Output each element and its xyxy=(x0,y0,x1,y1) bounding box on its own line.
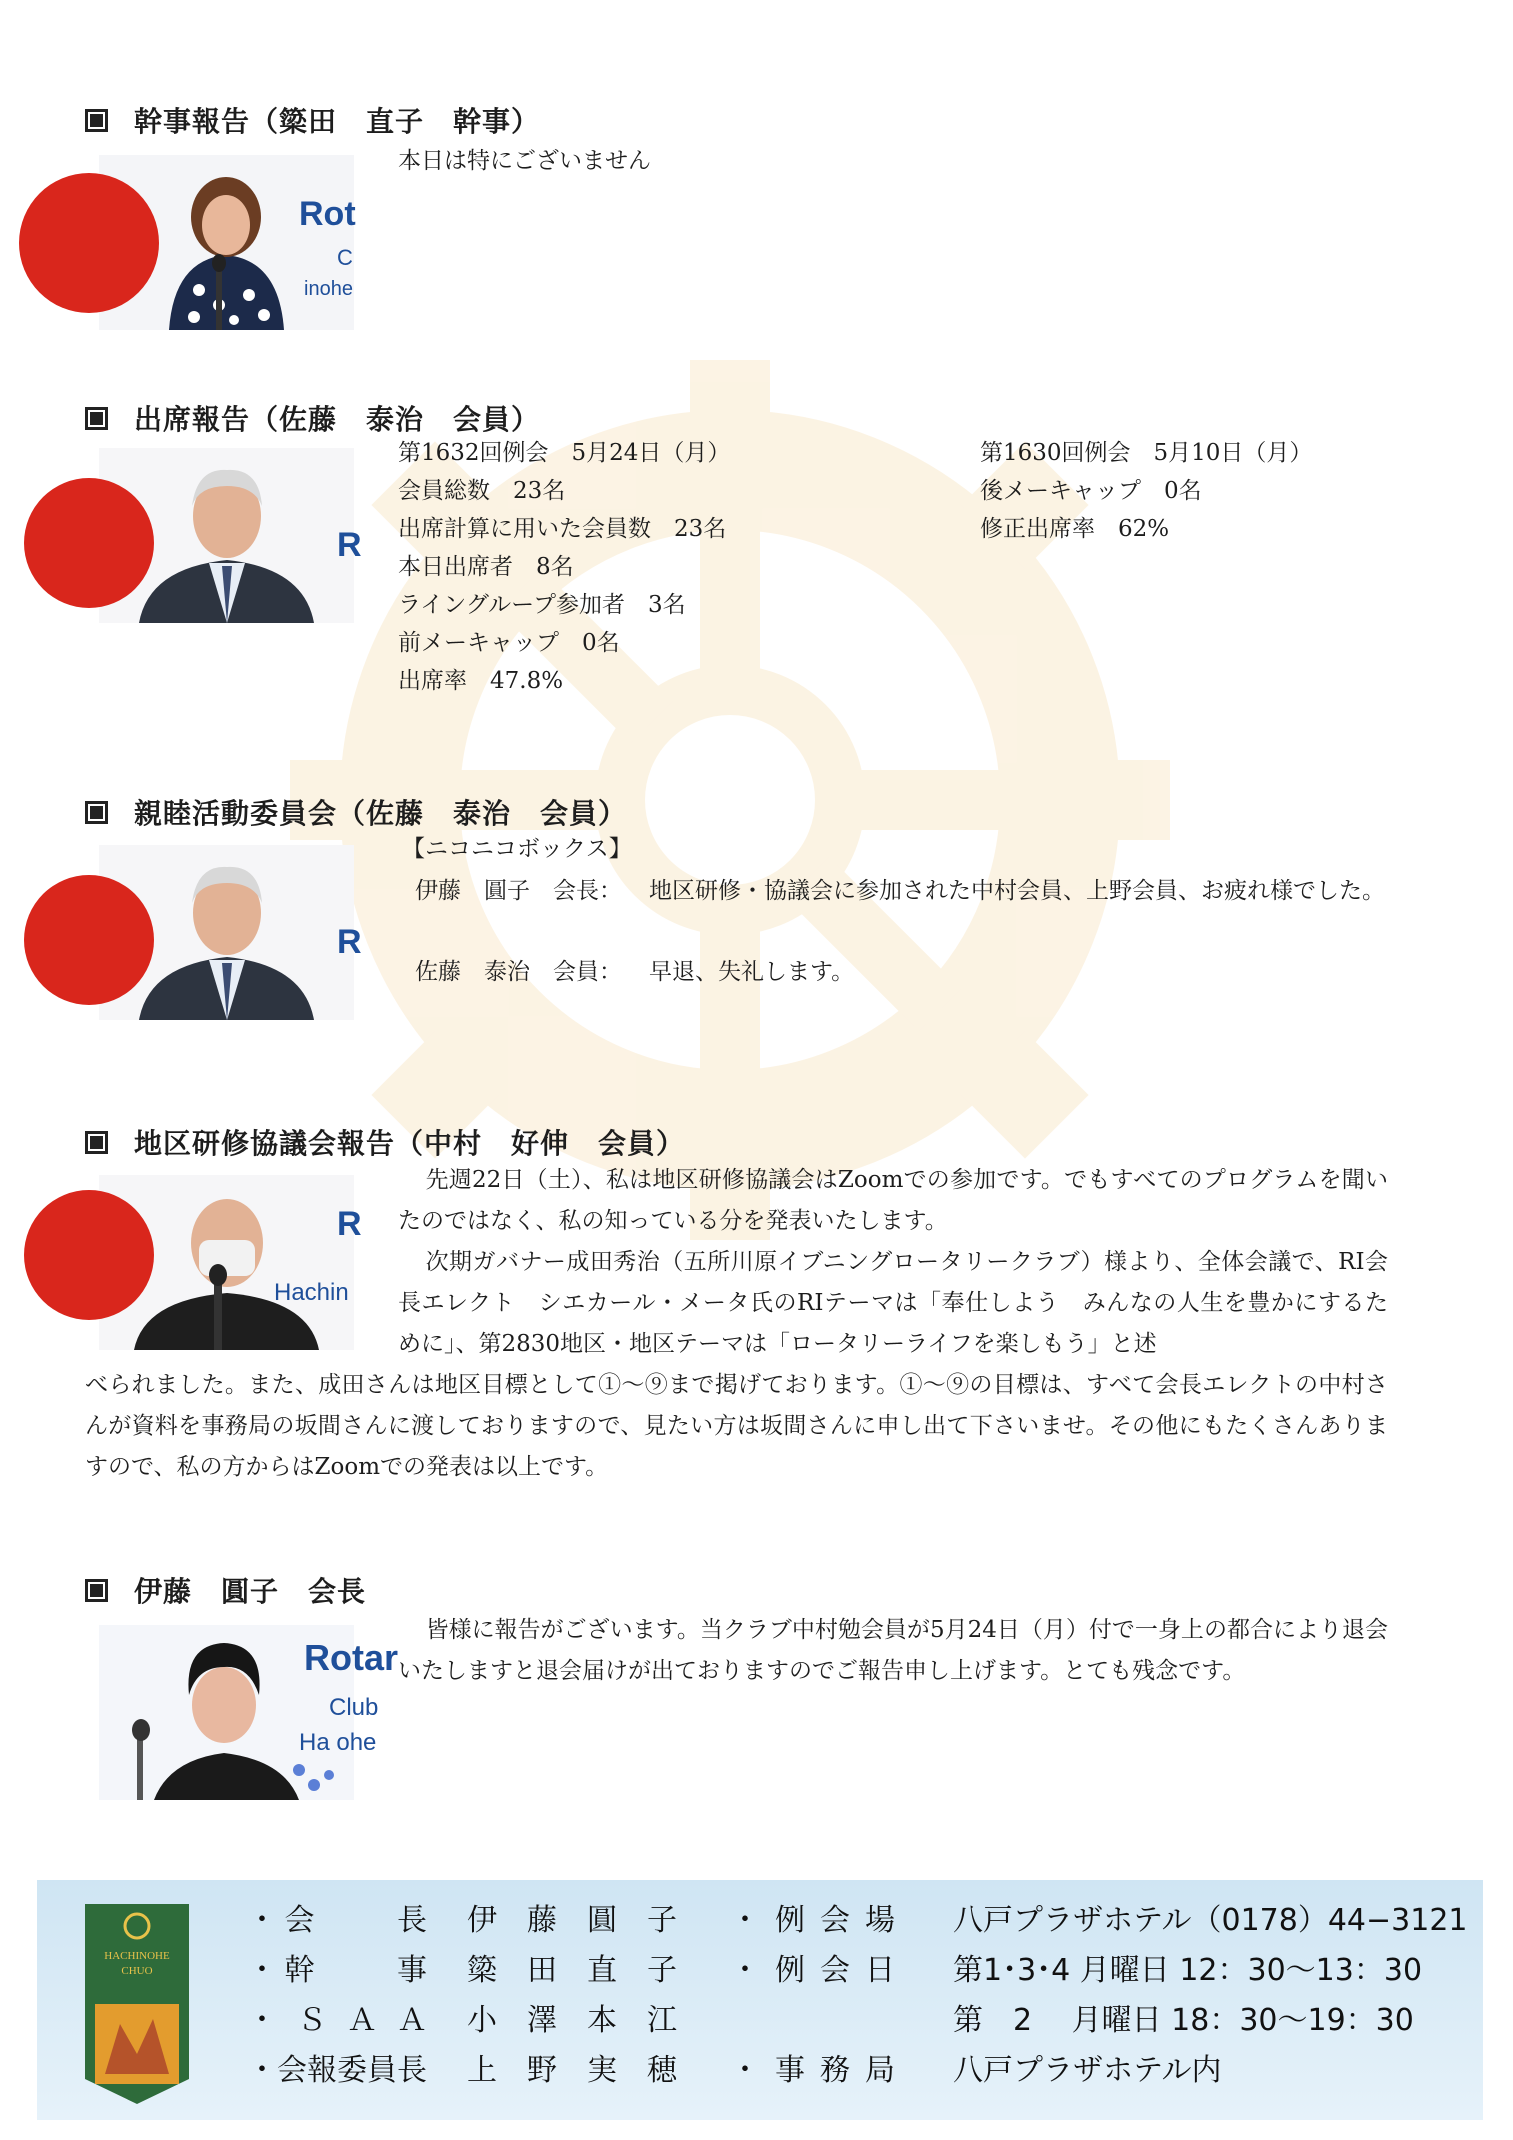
president-heading xyxy=(85,1570,366,1610)
role-name: 伊藤圓子 xyxy=(467,1903,677,1938)
attendance-line: ライングループ参加者 3名 xyxy=(398,592,686,618)
info-value: 八戸プラザホテル（0178）44−3121 xyxy=(953,1903,1468,1938)
role-name: 小澤本江 xyxy=(467,2003,677,2038)
attendance-line: 本日出席者 8名 xyxy=(398,554,574,580)
svg-text:inohe: inohe xyxy=(304,278,353,300)
niconico-entry-name: 佐藤 泰治 会員： xyxy=(415,959,622,985)
attendance-line: 前メーキャップ 0名 xyxy=(398,630,620,656)
info-label: ・例会場 xyxy=(730,1903,895,1938)
svg-text:Ha ohe: Ha ohe xyxy=(299,1729,377,1756)
attendance-line: 会員総数 23名 xyxy=(398,478,566,504)
square-bullet-icon xyxy=(85,1579,108,1602)
info-value: 八戸プラザホテル内 xyxy=(953,2053,1222,2088)
svg-text:Club: Club xyxy=(329,1694,379,1721)
info-row xyxy=(730,1946,1468,1996)
role-name: 簗田直子 xyxy=(467,1953,677,1988)
fellowship-heading-text: 親睦活動委員会（佐藤 泰治 会員） xyxy=(134,797,628,830)
role-row xyxy=(247,2046,677,2096)
attendance-line: 第1632回例会 5月24日（月） xyxy=(398,440,731,466)
niconico-entry-text: 早退、失礼します。 xyxy=(649,959,855,985)
role-row xyxy=(247,1996,677,2046)
district-paragraph-2b: べられました。また、成田さんは地区目標として①～⑨まで掲げております。①～⑨の目標は、すべて会長エレクトの中村さんが資料を事務局の坂間さんに渡しておりますので、見たい方は坂間さんに申し出て下さいませ。その他にもたくさんありますので、私の方からはZoomでの発表は以上です。 xyxy=(85,1372,1388,1480)
svg-text:Hachin: Hachin xyxy=(274,1279,349,1306)
info-label: ・事務局 xyxy=(730,2053,895,2088)
role-label: ・ＳＡＡ xyxy=(247,2003,427,2038)
niconico-entry-text: 地区研修・協議会に参加された中村会員、上野会員、お疲れ様でした。 xyxy=(649,878,1385,904)
footer-info xyxy=(730,1896,1468,2096)
secretary-heading xyxy=(85,100,540,140)
attendance-line: 修正出席率 62% xyxy=(980,516,1170,542)
president-photo xyxy=(99,1625,399,1800)
fellowship-photo xyxy=(99,845,362,1020)
attendance-line: 第1630回例会 5月10日（月） xyxy=(980,440,1313,466)
district-heading xyxy=(85,1122,685,1162)
attendance-heading xyxy=(85,398,540,438)
district-paragraph-2a: 次期ガバナー成田秀治（五所川原イブニングロータリークラブ）様より、全体会議で、RI会長エレクト シエカール・メータ氏のRIテーマは「奉仕しよう みんなの人生を豊かにするために」、第2830地区・地区テーマは「ロータリーライフを楽しもう」と述 xyxy=(398,1249,1388,1357)
info-row xyxy=(730,1896,1468,1946)
role-name: 上野実穂 xyxy=(467,2053,677,2088)
president-body: 皆様に報告がございます。当クラブ中村勉会員が5月24日（月）付で一身上の都合により退会いたしますと退会届けが出ておりますのでご報告申し上げます。とても残念です。 xyxy=(398,1617,1388,1684)
role-label: ・会報委員長 xyxy=(247,2053,427,2088)
info-row xyxy=(730,2046,1468,2096)
svg-text:R: R xyxy=(337,923,362,961)
svg-text:CHUO: CHUO xyxy=(121,1965,153,1977)
niconico-entry xyxy=(415,872,1389,910)
secretary-body: 本日は特にございません xyxy=(398,148,651,174)
role-label: ・会 長 xyxy=(247,1903,427,1938)
info-label: ・例会日 xyxy=(730,1953,895,1988)
district-heading-text: 地区研修協議会報告（中村 好伸 会員） xyxy=(134,1127,686,1160)
info-row xyxy=(730,1996,1468,2046)
role-row xyxy=(247,1946,677,1996)
attendance-line: 出席計算に用いた会員数 23名 xyxy=(398,516,727,542)
square-bullet-icon xyxy=(85,407,108,430)
district-paragraph-1: 先週22日（土）、私は地区研修協議会はZoomでの参加です。でもすべてのプログラムを聞いたのではなく、私の知っている分を発表いたします。 xyxy=(398,1167,1388,1234)
club-banner-logo xyxy=(85,1904,189,2104)
secretary-photo xyxy=(99,155,354,330)
svg-text:Rot: Rot xyxy=(299,195,356,233)
president-heading-text: 伊藤 圓子 会長 xyxy=(134,1575,367,1608)
footer-roles xyxy=(247,1896,677,2096)
niconico-box-title: 【ニコニコボックス】 xyxy=(402,836,632,862)
svg-text:C: C xyxy=(337,245,353,270)
svg-text:R: R xyxy=(337,1205,362,1243)
svg-text:HACHINOHE: HACHINOHE xyxy=(104,1950,170,1962)
secretary-heading-text: 幹事報告（簗田 直子 幹事） xyxy=(134,105,541,138)
svg-text:Rotar: Rotar xyxy=(304,1637,399,1678)
attendance-line: 出席率 47.8% xyxy=(398,668,564,694)
footer-info-panel xyxy=(37,1880,1483,2120)
district-photo xyxy=(99,1175,362,1350)
niconico-entry-name: 伊藤 圓子 会長： xyxy=(415,878,622,904)
role-label: ・幹 事 xyxy=(247,1953,427,1988)
attendance-photo xyxy=(99,448,362,623)
info-value: 第1･3･4 月曜日 12：30〜13：30 xyxy=(953,1953,1423,1988)
square-bullet-icon xyxy=(85,109,108,132)
fellowship-heading xyxy=(85,792,627,832)
role-row xyxy=(247,1896,677,1946)
niconico-entry xyxy=(415,953,854,991)
square-bullet-icon xyxy=(85,1131,108,1154)
svg-text:R: R xyxy=(337,526,362,564)
square-bullet-icon xyxy=(85,801,108,824)
attendance-line: 後メーキャップ 0名 xyxy=(980,478,1202,504)
info-value: 第 2 月曜日 18：30〜19：30 xyxy=(953,2003,1414,2038)
attendance-heading-text: 出席報告（佐藤 泰治 会員） xyxy=(134,403,541,436)
